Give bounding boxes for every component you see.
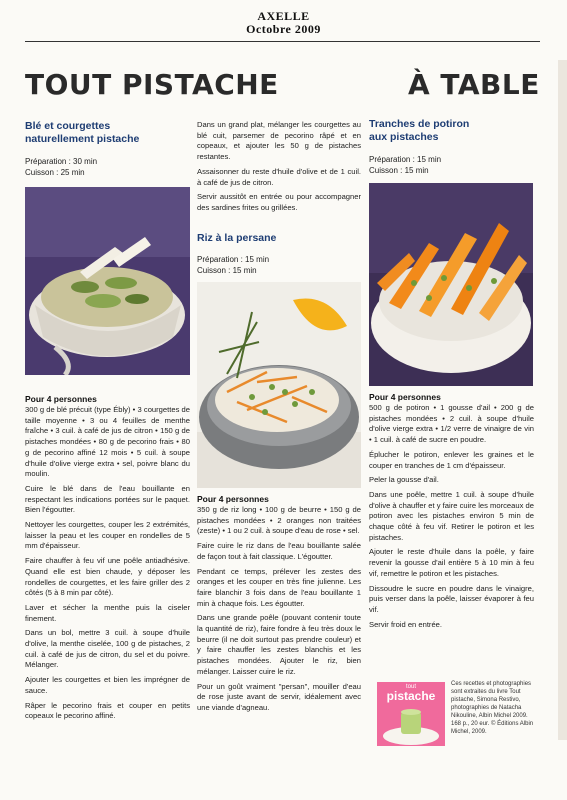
recipe3-step: Éplucher le potiron, enlever les graines et le couper en tranches de 1 cm d'épaisseur. (369, 449, 534, 470)
book-cover-word2: pistache (386, 689, 436, 703)
recipe3-step: Ajouter le reste d'huile dans la poêle, y faire revenir la gousse d'ail entière 5 à 10 min à feu vif, remettre le potiron et les pistaches. (369, 547, 534, 578)
recipe1-body (25, 394, 190, 726)
recipe3-header (369, 118, 534, 176)
recipe1-step: Nettoyer les courgettes, couper les 2 extrémités, laisser la peau et les couper en rondelles de 5 mm d'épaisseur. (25, 520, 190, 551)
recipe1-continued (197, 120, 361, 218)
headline-right: À TABLE (408, 68, 540, 101)
recipe1-step: Cuire le blé dans de l'eau bouillante en respectant les indications portées sur le paquet. Bien l'égoutter. (25, 483, 190, 515)
recipe2-cook: Cuisson : 15 min (197, 266, 257, 275)
recipe3-ingredients: 500 g de potiron • 1 gousse d'ail • 200 g de pistaches mondées • 2 cuil. à soupe d'huile d'olive vierge extra • 1/2 verre de vinaigre de vin • 1 cuil. à café de sucre en poudre. (369, 403, 534, 445)
recipe1-title-line2: naturellement pistache (25, 133, 140, 145)
recipe3-step: Dissoudre le sucre en poudre dans le vinaigre, puis verser dans la poêle, laisser évaporer à feu vif. (369, 583, 534, 614)
book-cover (377, 682, 445, 746)
recipe3-cook: Cuisson : 15 min (369, 166, 429, 175)
recipe1-title-line1: Blé et courgettes (25, 120, 111, 132)
headline-left: TOUT PISTACHE (25, 68, 279, 101)
recipe1-cont-step: Assaisonner du reste d'huile d'olive et de 1 cuil. à café de jus de citron. (197, 166, 361, 187)
book-credits: Ces recettes et photographies sont extraites du livre Tout pistache, Simona Restivo, photographies de Natacha Nikouline, Albin Michel 2009. 168 p., 20 eur. © Éditions Albin Michel, 2009. (451, 681, 534, 735)
recipe2-photo (197, 282, 361, 488)
recipe1-serves: Pour 4 personnes (25, 394, 97, 404)
recipe2-step: Pendant ce temps, prélever les zestes des oranges et les couper en très fine julienne. Les faire blanchir 3 fois dans de l'eau bouillante 1 min à chaque fois. Les égoutter. (197, 566, 361, 608)
recipe3-title-line1: Tranches de potiron (369, 118, 470, 130)
recipe3-body (369, 392, 534, 634)
recipe3-serves: Pour 4 personnes (369, 392, 441, 402)
recipe1-photo (25, 187, 190, 375)
page-edge-strip (558, 60, 567, 740)
recipe2-ingredients: 350 g de riz long • 100 g de beurre • 150 g de pistaches mondées • 2 oranges non traitées (zeste) • 1 ou 2 cuil. à soupe d'eau de rose • sel. (197, 505, 361, 536)
book-cover-word1: tout (405, 684, 416, 690)
recipe2-step: Pour un goût vraiment "persan", mouiller d'eau de rose juste avant de servir, idéalement avec une viande d'agneau. (197, 681, 361, 712)
recipe2-step: Faire cuire le riz dans de l'eau bouillante salée de façon tout à fait classique. L'égoutter. (197, 541, 361, 561)
recipe2-header (197, 232, 361, 276)
recipe3-title-line2: aux pistaches (369, 131, 439, 143)
recipe1-prep: Préparation : 30 min (25, 157, 98, 166)
recipe1-cont-step: Servir aussitôt en entrée ou pour accompagner des sardines frites ou grillées. (197, 192, 361, 212)
recipe1-step: Faire chauffer à feu vif une poêle antiadhésive. Quand elle est bien chaude, y déposer les rondelles de courgettes, et les faire griller des 2 côtés (5 à 8 min par côté). (25, 556, 190, 598)
magazine-header (0, 10, 567, 36)
recipe2-step: Dans une grande poêle (pouvant contenir toute la quantité de riz), faire fondre à feu très doux le beurre (il ne doit surtout pas prendre couleur) et y faire chauffer les zestes blanchis et les pistaches mondées. Ajouter le riz, bien mélanger. Laisser cuire le riz. (197, 613, 361, 676)
recipe2-title: Riz à la persane (197, 232, 277, 244)
recipe1-cook: Cuisson : 25 min (25, 168, 85, 177)
recipe1-step: Ajouter les courgettes et bien les imprégner de sauce. (25, 675, 190, 695)
recipe1-step: Dans un bol, mettre 3 cuil. à soupe d'huile d'olive, la menthe ciselée, 100 g de pistaches, 2 cuil. à café de jus de citron, du sel et du poivre. Mélanger. (25, 628, 190, 670)
magazine-issue: Octobre 2009 (246, 22, 321, 36)
recipe3-step: Peler la gousse d'ail. (369, 475, 439, 485)
recipe3-step: Servir froid en entrée. (369, 619, 443, 629)
recipe1-step: Râper le pecorino frais et couper en petits copeaux le pecorino affiné. (25, 700, 190, 721)
recipe3-photo (369, 183, 533, 386)
recipe1-cont-step: Dans un grand plat, mélanger les courgettes au blé cuit, parsemer de pecorino râpé et en copeaux, et ajouter les 50 g de pistaches restantes. (197, 120, 361, 162)
recipe3-prep: Préparation : 15 min (369, 155, 442, 164)
recipe1-header (25, 120, 190, 178)
recipe2-serves: Pour 4 personnes (197, 494, 269, 504)
header-divider (25, 41, 540, 42)
recipe3-step: Dans une poêle, mettre 1 cuil. à soupe d'huile d'olive à chauffer et y faire cuire les morceaux de potiron avec les pistaches environ 5 min de chaque côté à feu vif. Retirer le potiron et les pistaches. (369, 489, 534, 542)
recipe1-step: Laver et sécher la menthe puis la ciseler finement. (25, 602, 190, 623)
recipe2-prep: Préparation : 15 min (197, 255, 270, 264)
magazine-name: AXELLE (257, 9, 310, 23)
book-cover-photo (377, 704, 445, 746)
recipe1-ingredients: 300 g de blé précuit (type Ébly) • 3 courgettes de taille moyenne • 3 ou 4 feuilles de menthe fraîche • 3 cuil. à café de jus de citron • 150 g de pistaches mondées • 80 g de pecorino frais • 80 g de pecorino affiné 12 mois • 5 cuil. à soupe d'huile d'olive vierge extra • sel, poivre blanc du moulin. (25, 405, 190, 479)
recipe2-body (197, 494, 361, 718)
